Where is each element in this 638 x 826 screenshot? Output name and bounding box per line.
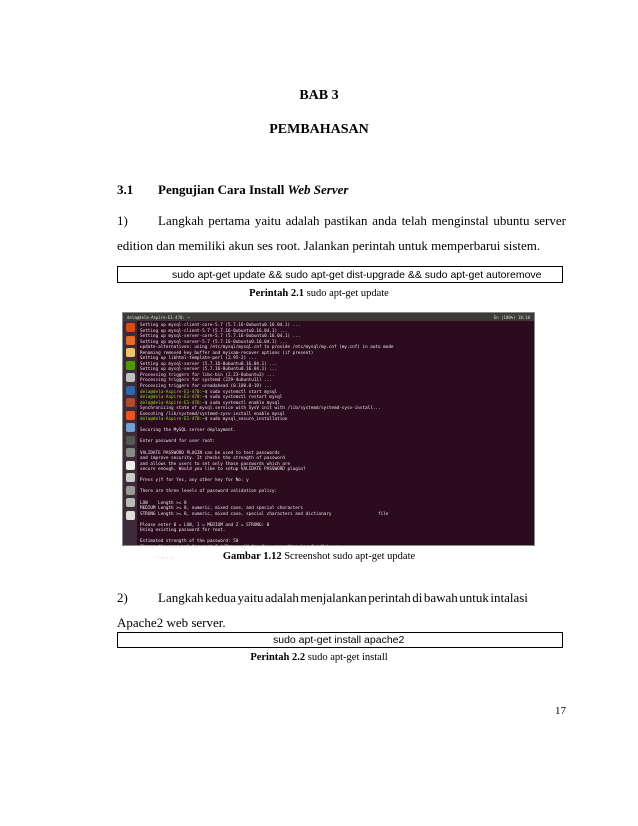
terminal-prompt: dela@dela-Aspire-E1-470:~ [140,389,205,395]
chapter-label: BAB 3 [299,88,339,103]
terminal-line: Setting up mysql-client-core-5.7 (5.7.16-0ubuntu0.16.04.1) ... [140,323,301,328]
launcher-app-icon[interactable] [126,411,135,420]
terminal-line: and improve security. It checks the strength of password [140,456,285,462]
page-number: 17 [555,705,566,717]
step2-word: yaitu [237,590,264,605]
step2-word: menjalankan [300,590,367,605]
launcher-app-icon[interactable] [126,348,135,357]
terminal-line: dela@dela-Aspire-E1-470:~$ sudo systemctl enable mysql [140,400,280,406]
caption-2 [0,551,638,562]
launcher-app-icon[interactable] [126,423,135,432]
caption-1-label: Perintah 2.1 [249,288,304,299]
caption-2-text: Screenshot sudo apt-get update [281,551,416,562]
section-number: 3.1 [117,182,134,197]
terminal-line: ... skipping. [140,555,177,561]
caption-3-label: Perintah 2.2 [250,652,306,663]
step2-word: perintah [368,590,411,605]
chapter-title: PEMBAHASAN [269,122,369,137]
terminal-prompt: dela@dela-Aspire-E1-470:~ [140,400,205,406]
launcher-app-icon[interactable] [126,398,135,407]
launcher-app-icon[interactable] [126,498,135,507]
step1-word: menginstal [431,213,489,228]
step2-number: 2) [117,590,128,605]
terminal-line: Processing triggers for systemd (229-4ubuntu11) ... [140,378,272,384]
terminal-line: LOW Length >= 8 [140,500,187,506]
step1-word: Langkah [158,213,204,228]
terminal-line: Setting up mysql-server-5.7 (5.7.16-0ubuntu0.16.04.1) ... [140,339,288,345]
step2-word: bawah [423,590,458,605]
terminal-line: Processing triggers for libc-bin (2.23-0ubuntu3) ... [140,372,275,378]
launcher-app-icon[interactable] [126,448,135,457]
terminal-line: VALIDATE PASSWORD PLUGIN can be used to test passwords [140,450,280,456]
terminal-line: dela@dela-Aspire-E1-470:~$ sudo mysql_secure_installation [140,417,288,423]
step1-word: ubuntu [493,213,530,228]
terminal-line: Estimated strength of the password: 50 [140,539,239,545]
terminal-line: Synchronizing state of mysql.service with SysV init with /lib/systemd/systemd-sysv-install... [140,406,381,412]
step2-word: untuk [459,590,489,605]
caption-1 [0,288,638,299]
step1-word: telah [401,213,427,228]
caption-2-label: Gambar 1.12 [222,551,282,562]
terminal-line: Press y|Y for Yes, any other key for No: y [140,478,249,484]
terminal-line: Using existing password for root. [140,528,226,534]
step2-word: di [412,590,423,605]
launcher-app-icon[interactable] [126,361,135,370]
step2-word: adalah [264,590,299,605]
caption-3-text: sudo apt-get install [305,652,388,663]
launcher-app-icon[interactable] [126,511,135,520]
step2-word: intalasi [490,590,528,605]
launcher-app-icon[interactable] [126,473,135,482]
window-title: dela@dela-Aspire-E1-470: ~ [127,314,190,320]
step1-line2: edition dan memiliki akun ses root. Jalankan perintah untuk memperbarui sistem. [117,238,541,253]
launcher-app-icon[interactable] [126,386,135,395]
terminal-line: There are three levels of password validation policy: [140,489,278,495]
terminal-line: Setting up mysql-client-5.7 (5.7.16-0ubuntu0.16.04.1) ... [140,328,288,334]
step2-word: kedua [204,590,236,605]
step2-line2: Apache2 web server. [117,615,226,630]
step1-line1 [158,209,566,233]
terminal-line: STRONG Length >= 8, numeric, mixed case, special characters and dictionary file [140,511,389,517]
step2-word: Langkah [158,590,204,605]
terminal-line: dela@dela-Aspire-E1-470:~$ sudo systemctl restart mysql [140,395,283,401]
step1-word: server [534,213,566,228]
step1-word: pertama [208,213,251,228]
launcher-app-icon[interactable] [126,486,135,495]
section-title-italic: Web Server [287,182,349,197]
command-text-2: sudo apt-get install apache2 [273,634,405,646]
terminal-line: and allows the users to set only those passwords which are [140,461,291,467]
system-tray: En (100%) 18:10 [493,314,530,320]
command-text-1: sudo apt-get update && sudo apt-get dist-upgrade && sudo apt-get autoremove [172,268,542,281]
launcher-app-icon[interactable] [126,461,135,470]
command-box-2 [117,632,563,648]
step1-word: adalah [285,213,320,228]
terminal-prompt: dela@dela-Aspire-E1-470:~ [140,417,205,423]
terminal-line: Processing triggers for ureadahead (0.100.0-19) ... [140,384,272,390]
terminal-line: Securing the MySQL server deployment. [140,428,236,434]
terminal-line: Change the password for root ? ((Press y|Y for Yes, any other key for No) : n [140,544,340,550]
caption-3 [0,652,638,663]
ubuntu-launcher [123,321,137,545]
ubuntu-top-bar [123,313,534,321]
launcher-app-icon[interactable] [126,373,135,382]
launcher-app-icon[interactable] [126,323,135,332]
step1-word: yaitu [254,213,281,228]
terminal-line: Setting up libhtml-template-perl (2.95-2) ... [140,356,257,362]
step1-word: anda [372,213,397,228]
launcher-app-icon[interactable] [126,336,135,345]
terminal-line: Setting up mysql-server-core-5.7 (5.7.16-0ubuntu0.16.04.1) ... [140,334,301,340]
terminal-line: Renaming removed key_buffer and myisam-recover options (if present) [140,350,314,356]
terminal-line: Setting up mysql-server (5.7.16-0ubuntu0.16.04.1) ... [140,367,278,373]
terminal-line: Setting up mysql-server (5.7.16-0ubuntu0.16.04.1) ... [140,361,278,367]
terminal-prompt: dela@dela-Aspire-E1-470:~ [140,395,205,401]
caption-1-text: sudo apt-get update [303,288,389,299]
terminal-line: update-alternatives: using /etc/mysql/mysql.cnf to provide /etc/mysql/my.cnf (my.cnf) in auto mode [140,345,394,351]
step1-word: pastikan [324,213,368,228]
step2-line1 [158,586,528,610]
command-box-1 [117,266,563,283]
step1-number: 1) [117,213,128,228]
terminal-line: Please enter 0 = LOW, 1 = MEDIUM and 2 = STRONG: 0 [140,522,270,528]
launcher-app-icon[interactable] [126,436,135,445]
terminal-line: Enter password for user root: [140,439,216,445]
terminal-line: Executing /lib/systemd/systemd-sysv-install enable mysql [140,411,285,417]
terminal-line: secure enough. Would you like to setup VALIDATE PASSWORD plugin? [140,467,306,473]
section-title [158,182,348,198]
section-title-plain: Pengujian Cara Install [158,182,288,197]
terminal-line: dela@dela-Aspire-E1-470:~$ sudo systemctl start mysql [140,389,278,395]
terminal-line: MEDIUM Length >= 8, numeric, mixed case, and special characters [140,506,303,512]
